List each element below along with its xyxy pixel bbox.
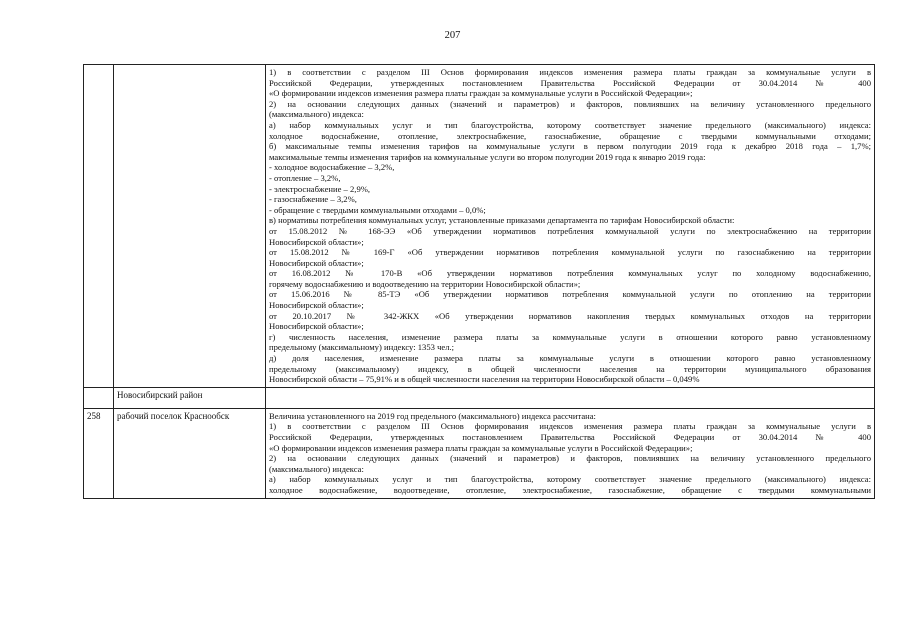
text-line: Российской Федерации, утвержденных постановлением Правительства Российской Федерации от 30.04.2014 № 400 (269, 77, 871, 88)
text-line: от 15.08.2012 № 169-Г «Об утверждении нормативов потребления коммунальной услуги по газоснабжению на территории (269, 247, 871, 258)
text-line: - электроснабжение – 2,9%, (269, 183, 371, 194)
row-number-cell (84, 65, 114, 388)
text-line: холодное водоснабжение, отопление, электроснабжение, газоснабжение, обращение с твердыми коммунальными отходами; (269, 130, 871, 141)
text-line: (максимального) индекса: (269, 109, 364, 120)
text-line: предельному (максимальному) индексу: 1353 чел.; (269, 342, 455, 353)
row-number-cell: 258 (84, 408, 114, 498)
text-line: Новосибирской области»; (269, 257, 364, 268)
text-line: - холодное водоснабжение – 3,2%, (269, 162, 395, 173)
page-number: 207 (444, 30, 461, 41)
text-line: Новосибирской области»; (269, 321, 364, 332)
text-line: Новосибирской области»; (269, 300, 364, 311)
text-line: (максимального) индекса: (269, 463, 364, 474)
text-line: максимальные темпы изменения тарифов на коммунальные услуги во втором полугодии 2019 года к январю 2019 года: (269, 151, 706, 162)
table-row (84, 65, 875, 388)
text-line: Новосибирской области – 75,91% и в общей численности населения на территории Новосибирской области – 0,049% (269, 374, 700, 385)
text-line: а) набор коммунальных услуг и тип благоустройства, которому соответствует значение предельного (максимального) индекса: (269, 119, 871, 130)
table-body (84, 65, 875, 499)
text-line: в) нормативы потребления коммунальных услуг, установленные приказами департамента по тарифам Новосибирской области: (269, 215, 735, 226)
text-line: от 15.06.2016 № 85-ТЭ «Об утверждении нормативов потребления коммунальной услуги по отоплению на территории (269, 289, 871, 300)
text-line: Новосибирской области»; (269, 236, 364, 247)
text-line: д) доля населения, изменение размера платы за коммунальные услуги в отношении которого равно установленному (269, 353, 871, 364)
text-line: - отопление – 3,2%, (269, 172, 341, 183)
text-line: - газоснабжение – 3,2%, (269, 194, 357, 205)
text-line: а) набор коммунальных услуг и тип благоустройства, которому соответствует значение предельного (максимального) индекса: (269, 474, 871, 485)
text-line: - обращение с твердыми коммунальными отходами – 0,0%; (269, 204, 486, 215)
municipality-name-cell: рабочий поселок Краснообск (114, 408, 266, 498)
municipality-name-cell (114, 65, 266, 388)
justification-text-cell (266, 408, 875, 498)
text-line: 1) в соответствии с разделом III Основ формирования индексов изменения размера платы граждан за коммунальные услуги в (269, 421, 871, 432)
justification-text-cell (266, 387, 875, 408)
text-line: «О формировании индексов изменения размера платы граждан за коммунальные услуги в Российской Федерации»; (269, 88, 693, 99)
row-number-cell (84, 387, 114, 408)
text-line: от 16.08.2012 № 170-В «Об утверждении нормативов потребления коммунальных услуг по холодному водоснабжению, (269, 268, 871, 279)
text-line: горячему водоснабжению и водоотведению на территории Новосибирской области»; (269, 278, 581, 289)
text-line: б) максимальные темпы изменения тарифов на коммунальные услуги в первом полугодии 2019 года к декабрю 2018 года – 1,7%; (269, 141, 871, 152)
text-line: г) численность населения, изменение размера платы за коммунальные услуги в отношении которого равно установленному (269, 331, 871, 342)
table-row (84, 387, 875, 408)
tariff-index-table (83, 64, 875, 499)
text-line: 2) на основании следующих данных (значений и параметров) и факторов, повлиявших на величину установленного предельного (269, 98, 871, 109)
text-line: 1) в соответствии с разделом III Основ формирования индексов изменения размера платы граждан за коммунальные услуги в (269, 67, 871, 77)
text-line: от 20.10.2017 № 342-ЖКХ «Об утверждении нормативов накопления твердых коммунальных отходов на территории (269, 310, 871, 321)
municipality-name-cell: Новосибирский район (114, 387, 266, 408)
text-line: «О формировании индексов изменения размера платы граждан за коммунальные услуги в Российской Федерации»; (269, 442, 693, 453)
justification-text-cell (266, 65, 875, 388)
text-line: холодное водоснабжение, водоотведение, отопление, электроснабжение, газоснабжение, обращение с твердыми коммунальными (269, 484, 871, 495)
text-line: от 15.08.2012 № 168-ЭЭ «Об утверждении нормативов потребления коммунальной услуги по электроснабжению на территории (269, 225, 871, 236)
text-line: 2) на основании следующих данных (значений и параметров) и факторов, повлиявших на величину установленного предельного (269, 453, 871, 464)
text-line: Российской Федерации, утвержденных постановлением Правительства Российской Федерации от 30.04.2014 № 400 (269, 432, 871, 442)
table-row (84, 408, 875, 498)
text-line: Величина установленного на 2019 год предельного (максимального) индекса рассчитана: (269, 410, 596, 421)
text-line: предельному (максимальному) индексу, в общей численности населения на территории муниципального образования (269, 363, 871, 374)
